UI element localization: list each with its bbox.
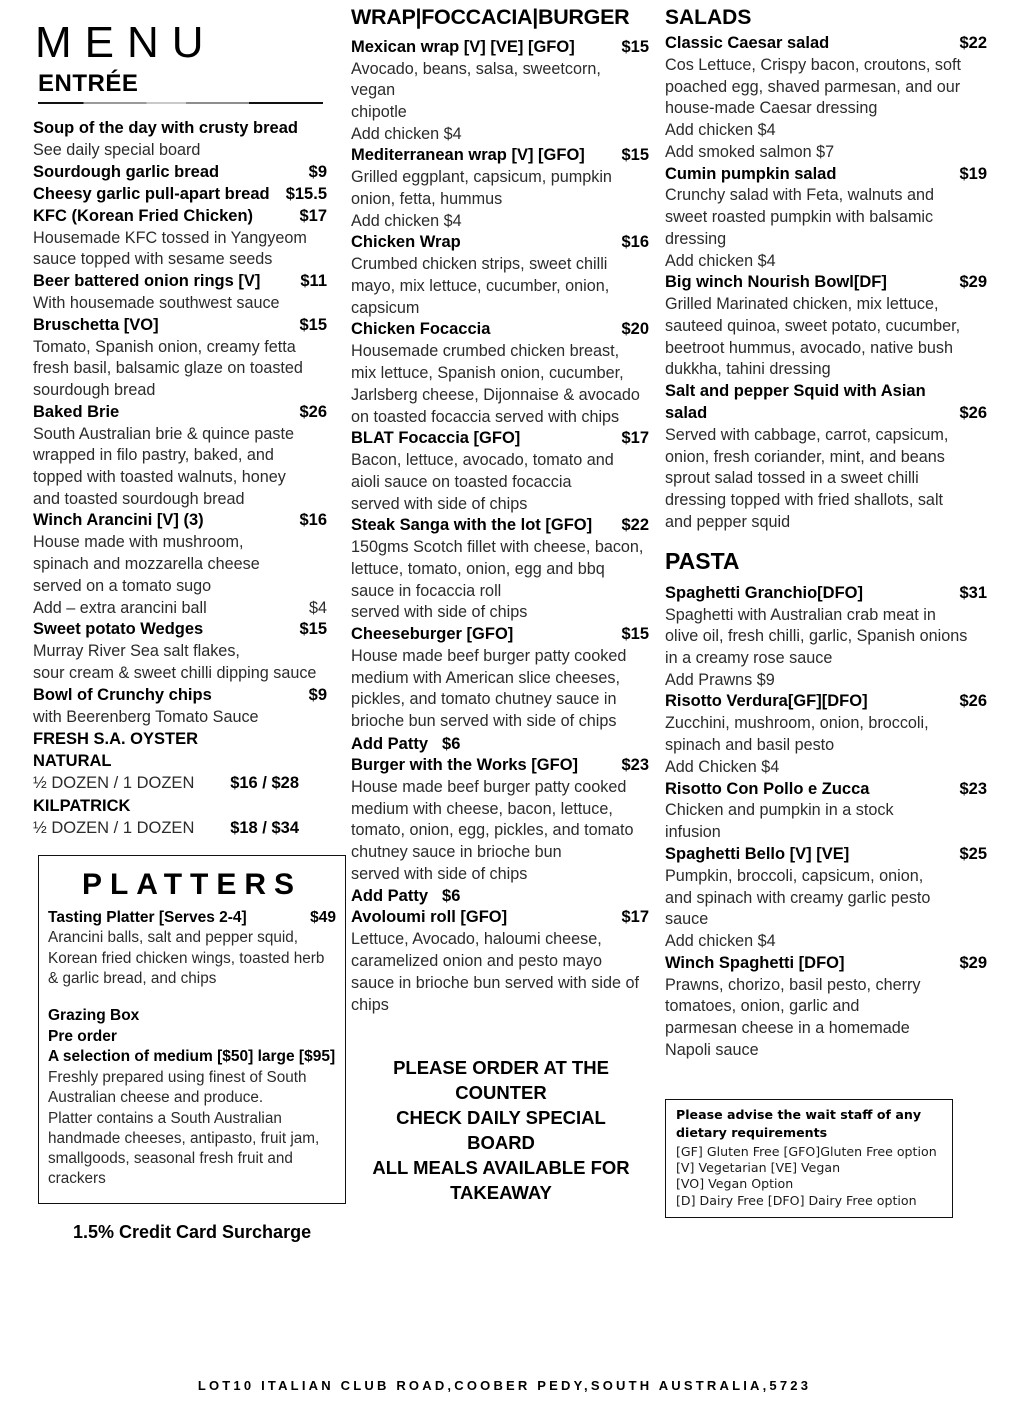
credit-card-surcharge: 1.5% Credit Card Surcharge (73, 1222, 312, 1243)
item-desc-line: spinach and mozzarella cheese (33, 555, 260, 574)
item-desc-line: Jarlsberg cheese, Dijonnaise & avocado (351, 385, 640, 404)
item-price: $26 (959, 692, 987, 711)
item-title-row (665, 844, 987, 866)
menu-item (665, 33, 987, 163)
item-price: $22 (959, 34, 987, 53)
item-desc-line: Lettuce, Avocado, haloumi cheese, (351, 930, 602, 949)
item-name: Risotto Con Pollo e Zucca (665, 779, 870, 798)
menu-item (33, 619, 327, 684)
item-title-row (33, 315, 327, 337)
menu-item (33, 315, 327, 402)
item-desc-line: infusion (665, 823, 721, 842)
item-price: $15 (621, 625, 649, 644)
item-desc-line: Australian cheese and produce. (48, 1089, 264, 1107)
column-salads-pasta (657, 0, 1009, 1218)
menu-item (33, 402, 327, 511)
notice-line: ALL MEALS AVAILABLE FOR (372, 1157, 630, 1179)
item-title-row (351, 428, 649, 450)
menu-item (351, 755, 649, 908)
item-name: Chicken Wrap (351, 233, 461, 252)
item-desc-line: Housemade KFC tossed in Yangyeom (33, 228, 307, 247)
menu-item (665, 583, 987, 692)
section-heading-wrap: WRAP|FOCCACIA|BURGER (351, 5, 630, 29)
menu-item (351, 232, 649, 319)
item-desc-line: mayo, mix lettuce, cucumber, onion, (351, 277, 610, 296)
section-heading-pasta: PASTA (665, 548, 740, 575)
menu-item (351, 624, 649, 755)
menu-item (665, 844, 987, 953)
item-desc-line: in a creamy rose sauce (665, 649, 833, 668)
item-desc-line: sour cream & sweet chilli dipping sauce (33, 663, 317, 682)
item-desc-line: olive oil, fresh chilli, garlic, Spanish onions (665, 627, 968, 646)
item-desc-line: Crumbed chicken strips, sweet chilli (351, 255, 608, 274)
menu-item (665, 381, 987, 533)
item-desc-line: wrapped in filo pastry, baked, and (33, 446, 274, 465)
item-title-row (351, 755, 649, 777)
item-desc-line: sweet roasted pumpkin with balsamic (665, 208, 934, 227)
item-title-row (33, 206, 327, 228)
item-desc-line: South Australian brie & quince paste (33, 424, 294, 443)
item-desc-line: With housemade southwest sauce (33, 293, 280, 312)
item-desc-line: House made beef burger patty cooked (351, 646, 627, 665)
item-title-row (48, 908, 336, 929)
item-desc-line: parmesan cheese in a homemade (665, 1018, 910, 1037)
entree-divider (38, 102, 323, 104)
item-price: $25 (959, 844, 987, 863)
item-desc-line: house-made Caesar dressing (665, 99, 878, 118)
menu-item (665, 272, 987, 381)
item-desc-line: Grilled eggplant, capsicum, pumpkin (351, 168, 612, 187)
item-name: Cheesy garlic pull-apart bread (33, 184, 270, 203)
item-desc-line: fresh basil, balsamic glaze on toasted (33, 359, 303, 378)
item-title-row (33, 118, 327, 140)
dietary-legend-line: [D] Dairy Free [DFO] Dairy Free option (676, 1192, 917, 1208)
item-desc-line: dressing (665, 229, 727, 248)
menu-item (351, 428, 649, 515)
column-entree (0, 0, 345, 1243)
item-name: Mexican wrap [V] [VE] [GFO] (351, 37, 575, 56)
addon-label: Add – extra arancini ball (33, 598, 207, 617)
item-title-row (665, 164, 987, 186)
item-price: $17 (621, 908, 649, 927)
item-desc-line: Arancini balls, salt and pepper squid, (48, 929, 299, 947)
oyster-natural-row (33, 772, 327, 794)
item-price: $9 (308, 685, 327, 704)
item-desc-line: chips (351, 995, 389, 1014)
oyster-price: $16 / $28 (230, 774, 299, 793)
column-wrap-foccacia-burger (345, 0, 657, 1206)
item-name: Mediterranean wrap [V] [GFO] (351, 146, 585, 165)
item-name: Cumin pumpkin salad (665, 164, 837, 183)
item-title-row (665, 953, 987, 975)
item-addon-line: Add Chicken $4 (665, 757, 780, 776)
item-price: $15 (299, 620, 327, 639)
item-desc-line: served with side of chips (351, 494, 528, 513)
item-desc-line: and toasted sourdough bread (33, 489, 245, 508)
item-desc-line: Napoli sauce (665, 1040, 759, 1059)
item-price: $23 (621, 755, 649, 774)
menu-item (33, 685, 327, 729)
menu-item (33, 271, 327, 315)
item-title-row (351, 145, 649, 167)
dietary-title-line: Please advise the wait staff of any (676, 1107, 922, 1123)
item-price: $11 (300, 272, 327, 291)
item-addon-row (33, 598, 327, 620)
item-desc-line: served on a tomato sugo (33, 576, 212, 595)
item-name: Sourdough garlic bread (33, 162, 220, 181)
item-desc-line: on toasted focaccia served with chips (351, 407, 620, 426)
oyster-qty: ½ DOZEN / 1 DOZEN (33, 818, 195, 837)
item-title-row (351, 515, 649, 537)
item-name: Steak Sanga with the lot [GFO] (351, 516, 593, 535)
oyster-price: $18 / $34 (230, 818, 299, 837)
item-desc-line: Zucchini, mushroom, onion, broccoli, (665, 714, 929, 733)
item-desc-line: Murray River Sea salt flakes, (33, 642, 240, 661)
item-desc-line: Pumpkin, broccoli, capsicum, onion, (665, 866, 924, 885)
section-heading-platters: PLATTERS (81, 867, 303, 901)
item-desc-line: sauce topped with sesame seeds (33, 250, 273, 269)
item-price: $49 (310, 908, 336, 926)
item-desc-line: onion, fresh coriander, mint, and beans (665, 447, 945, 466)
item-desc-line: and spinach with creamy garlic pesto (665, 888, 931, 907)
item-desc-line: House made beef burger patty cooked (351, 777, 627, 796)
menu-item (33, 206, 327, 271)
menu-item (33, 118, 327, 162)
pre-order-label: Pre order (48, 1027, 117, 1045)
item-desc-line: served with side of chips (351, 864, 528, 883)
item-desc-line: Spaghetti with Australian crab meat in (665, 605, 936, 624)
item-name: Big winch Nourish Bowl[DF] (665, 273, 887, 292)
item-name: Winch Spaghetti [DFO] (665, 953, 845, 972)
item-name: Grazing Box (48, 1006, 140, 1024)
selection-label: A selection of medium [$50] large [$95] (48, 1048, 336, 1066)
item-desc-line: chipotle (351, 102, 407, 121)
item-desc-line: sauce (665, 910, 709, 929)
item-desc-line: Chicken and pumpkin in a stock (665, 801, 894, 820)
item-desc-line: & garlic bread, and chips (48, 969, 217, 987)
item-title-row (33, 271, 327, 293)
item-addon-line: Add chicken $4 (351, 124, 462, 143)
item-price: $26 (959, 403, 987, 422)
item-price: $22 (621, 516, 649, 535)
item-desc-line: tomato, onion, egg, pickles, and tomato (351, 821, 634, 840)
item-desc-line: Platter contains a South Australian (48, 1109, 282, 1127)
item-desc-line: sourdough bread (33, 381, 156, 400)
item-name: Soup of the day with crusty bread (33, 119, 298, 138)
item-price: $29 (959, 273, 987, 292)
oyster-block (33, 728, 327, 839)
menu-item (33, 184, 327, 206)
item-desc-line: Cos Lettuce, Crispy bacon, croutons, soft (665, 56, 962, 75)
item-title-row (33, 184, 327, 206)
add-patty-price: $6 (442, 734, 461, 753)
item-name: Cheeseburger [GFO] (351, 625, 514, 644)
item-price: $17 (299, 206, 327, 225)
item-price: $9 (308, 162, 327, 181)
item-price: $15 (621, 37, 649, 56)
item-desc-line: pickles, and tomato chutney sauce in (351, 690, 617, 709)
addon-price: $4 (308, 598, 327, 617)
item-price: $26 (299, 402, 327, 421)
item-price: $17 (621, 429, 649, 448)
oyster-heading: FRESH S.A. OYSTER (33, 730, 199, 749)
item-name: Bruschetta [VO] (33, 315, 159, 334)
item-desc-line: sprout salad tossed in a sweet chilli (665, 469, 919, 488)
item-name: KFC (Korean Fried Chicken) (33, 206, 254, 225)
menu-item (665, 779, 987, 844)
item-desc-line: handmade cheeses, antipasto, fruit jam, (48, 1129, 320, 1147)
item-desc-line: Tomato, Spanish onion, creamy fetta (33, 337, 296, 356)
item-price: $19 (959, 164, 987, 183)
item-price: $29 (959, 953, 987, 972)
item-title-row (33, 402, 327, 424)
item-desc-line: Avocado, beans, salsa, sweetcorn, vegan (351, 59, 601, 100)
item-desc-line: dressing topped with fried shallots, salt (665, 491, 944, 510)
item-name: Baked Brie (33, 402, 120, 421)
item-title-row (665, 381, 987, 403)
item-desc-line: Crunchy salad with Feta, walnuts and (665, 186, 935, 205)
item-desc-line: crackers (48, 1170, 106, 1188)
item-price: $23 (959, 779, 987, 798)
dietary-legend-line: [VO] Vegan Option (676, 1176, 794, 1192)
item-desc-line: Served with cabbage, carrot, capsicum, (665, 425, 949, 444)
menu-item (351, 37, 649, 146)
menu-item (33, 162, 327, 184)
page-title: MENU (35, 18, 217, 67)
item-desc-line: See daily special board (33, 141, 201, 160)
oyster-qty: ½ DOZEN / 1 DOZEN (33, 774, 195, 793)
item-addon-line: Add smoked salmon $7 (665, 142, 835, 161)
menu-item (48, 1006, 336, 1189)
item-desc-line: served with side of chips (351, 603, 528, 622)
notice-line: PLEASE ORDER AT THE COUNTER (393, 1057, 609, 1104)
item-name: Classic Caesar salad (665, 34, 830, 53)
item-desc-line: poached egg, shaved parmesan, and our (665, 77, 961, 96)
menu-item (665, 953, 987, 1062)
item-desc-line: with Beerenberg Tomato Sauce (33, 707, 259, 726)
item-name: Spaghetti Granchio[DFO] (665, 583, 863, 602)
item-desc-line: Freshly prepared using finest of South (48, 1069, 307, 1087)
dietary-title-line: dietary requirements (676, 1125, 828, 1141)
menu-item (351, 907, 649, 1016)
add-patty-row (351, 885, 649, 907)
menu-item (351, 145, 649, 232)
item-title-row (351, 232, 649, 254)
item-name: Winch Arancini [V] (3) (33, 511, 204, 530)
add-patty-label: Add Patty (351, 734, 429, 753)
menu-item (48, 908, 336, 989)
item-title-row (33, 685, 327, 707)
section-heading-salads: SALADS (665, 6, 752, 29)
item-desc-line: smallgoods, seasonal fresh fruit and (48, 1149, 293, 1167)
item-price: $15 (621, 146, 649, 165)
item-name: Beer battered onion rings [V] (33, 272, 261, 291)
item-title-row (351, 907, 649, 929)
item-desc-line: medium with American slice cheeses, (351, 668, 620, 687)
order-notice (361, 1056, 641, 1206)
item-price: $16 (621, 233, 649, 252)
item-desc-line: Bacon, lettuce, avocado, tomato and (351, 451, 614, 470)
notice-line: TAKEAWAY (450, 1182, 552, 1204)
item-desc-line: onion, fetta, hummus (351, 190, 503, 209)
item-addon-line: Add chicken $4 (665, 121, 776, 140)
item-title-row (351, 624, 649, 646)
item-title-row (665, 33, 987, 55)
item-name: Risotto Verdura[GF][DFO] (665, 692, 868, 711)
item-name: Burger with the Works [GFO] (351, 755, 579, 774)
item-desc-line: sauteed quinoa, sweet potato, cucumber, (665, 316, 961, 335)
item-title-row (665, 583, 987, 605)
item-desc-line: beetroot hummus, avocado, native bush (665, 338, 953, 357)
item-title-row (665, 272, 987, 294)
section-heading-entree: ENTRÉE (38, 70, 139, 98)
dietary-legend-line: [V] Vegetarian [VE] Vegan (676, 1159, 841, 1175)
item-title-row (665, 691, 987, 713)
item-desc-line: tomatoes, onion, garlic and (665, 997, 860, 1016)
item-desc-line: topped with toasted walnuts, honey (33, 468, 286, 487)
oyster-kilpatrick-label: KILPATRICK (33, 796, 131, 815)
item-price: $31 (959, 583, 987, 602)
item-desc-line: capsicum (351, 298, 420, 317)
item-desc-line: and pepper squid (665, 512, 791, 531)
item-name: Tasting Platter [Serves 2-4] (48, 908, 247, 926)
item-price: $15 (299, 315, 327, 334)
item-title-row-2 (665, 403, 987, 425)
item-desc-line: Prawns, chorizo, basil pesto, cherry (665, 975, 921, 994)
item-addon-line: Add chicken $4 (665, 931, 776, 950)
item-desc-line: sauce in focaccia roll (351, 581, 502, 600)
item-price: $20 (621, 320, 649, 339)
item-price: $15.5 (285, 184, 327, 203)
item-name: Chicken Focaccia (351, 320, 491, 339)
menu-item (351, 319, 649, 428)
item-name-cont: salad (665, 403, 708, 422)
item-desc-line: spinach and basil pesto (665, 736, 835, 755)
item-title-row (665, 779, 987, 801)
item-name: Avoloumi roll [GFO] (351, 908, 508, 927)
item-desc-line: House made with mushroom, (33, 533, 244, 552)
item-desc-line: chutney sauce in brioche bun (351, 842, 562, 861)
add-patty-row (351, 733, 649, 755)
item-desc-line: sauce in brioche bun served with side of (351, 973, 639, 992)
item-desc-line: Housemade crumbed chicken breast, (351, 342, 620, 361)
item-name: Spaghetti Bello [V] [VE] (665, 844, 850, 863)
item-desc-line: lettuce, tomato, onion, egg and bbq (351, 559, 605, 578)
spacer (48, 989, 336, 1006)
item-addon-line: Add chicken $4 (351, 211, 462, 230)
item-name: BLAT Focaccia [GFO] (351, 429, 521, 448)
item-desc-line: mix lettuce, Spanish onion, cucumber, (351, 364, 624, 383)
item-title-row (351, 319, 649, 341)
item-desc-line: aioli sauce on toasted focaccia (351, 472, 572, 491)
menu-item (665, 164, 987, 273)
item-title-row (33, 619, 327, 641)
item-desc-line: Grilled Marinated chicken, mix lettuce, (665, 295, 939, 314)
oyster-kilpatrick-row (33, 817, 327, 839)
add-patty-price: $6 (442, 887, 461, 906)
menu-item (33, 510, 327, 619)
item-desc-line: caramelized onion and pesto mayo (351, 952, 603, 971)
item-desc-line: dukkha, tahini dressing (665, 360, 831, 379)
dietary-requirements-box (665, 1099, 953, 1218)
menu-item (665, 691, 987, 778)
item-desc-line: 150gms Scotch fillet with cheese, bacon, (351, 538, 644, 557)
item-desc-line: brioche bun served with side of chips (351, 712, 617, 731)
dietary-legend-line: [GF] Gluten Free [GFO]Gluten Free option (676, 1143, 937, 1159)
item-addon-line: Add Prawns $9 (665, 670, 775, 689)
add-patty-label: Add Patty (351, 887, 429, 906)
footer-address: LOT10 ITALIAN CLUB ROAD,COOBER PEDY,SOUTH AUSTRALIA,5723 (197, 1378, 812, 1393)
item-desc-line: medium with cheese, bacon, lettuce, (351, 799, 613, 818)
item-name: Bowl of Crunchy chips (33, 685, 212, 704)
menu-item (351, 515, 649, 624)
item-title-row (33, 510, 327, 532)
item-title-row (351, 37, 649, 59)
item-name: Sweet potato Wedges (33, 620, 204, 639)
oyster-natural-label: NATURAL (33, 752, 112, 771)
item-name: Salt and pepper Squid with Asian (665, 382, 926, 401)
item-desc-line: Korean fried chicken wings, toasted herb (48, 949, 325, 967)
notice-line: CHECK DAILY SPECIAL BOARD (396, 1107, 606, 1154)
platters-box (38, 855, 346, 1205)
item-addon-line: Add chicken $4 (665, 251, 776, 270)
item-price: $16 (299, 511, 327, 530)
item-title-row (33, 162, 327, 184)
